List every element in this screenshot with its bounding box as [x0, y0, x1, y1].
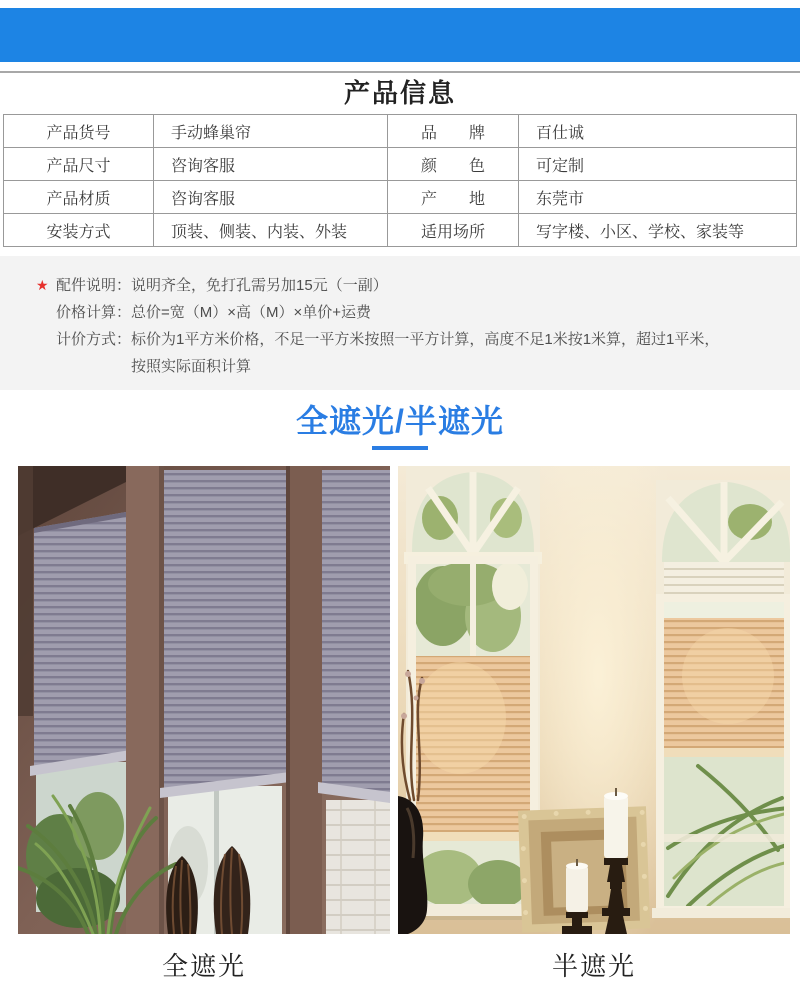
left-window	[26, 512, 130, 928]
table-row	[4, 148, 797, 181]
row-value: 百仕诚	[519, 115, 797, 148]
wall-pillar	[126, 466, 164, 934]
window-sill	[652, 908, 790, 918]
note-text	[131, 326, 780, 380]
shade-bottom-rail	[413, 832, 533, 841]
table-row	[4, 181, 797, 214]
row-label: 安装方式	[4, 214, 154, 247]
heading-underline	[372, 446, 428, 450]
shade-bottom-rail	[660, 748, 788, 757]
right-arched-window	[652, 480, 790, 918]
cellular-shade	[164, 470, 286, 792]
note-label: 计价方式：	[56, 331, 132, 348]
row-value: 可定制	[519, 148, 797, 181]
note-text-line: 总价=宽（M）×高（M）×单价+运费	[131, 304, 372, 321]
row-label: 产品货号	[4, 115, 154, 148]
notes-section	[0, 256, 800, 390]
row-value: 东莞市	[519, 181, 797, 214]
note-label: 配件说明：	[56, 277, 132, 294]
note-text	[131, 272, 780, 299]
row-label: 产 地	[388, 181, 519, 214]
page-title: 产品信息	[343, 78, 456, 108]
tall-candle	[602, 788, 630, 934]
row-label: 品 牌	[388, 115, 519, 148]
left-caption: 全遮光	[161, 951, 246, 981]
required-star-icon: ★	[36, 277, 49, 293]
note-price-formula	[36, 299, 780, 326]
note-text-line: 标价为1平方米价格，不足一平方米按照一平方计算，高度不足1米按1米算，超过1平米，	[131, 331, 720, 348]
white-blinds	[664, 562, 784, 598]
full-blackout-photo	[18, 466, 390, 934]
row-value: 咨询客服	[154, 181, 388, 214]
cellular-shade	[322, 470, 390, 796]
table-row	[4, 214, 797, 247]
table-row	[4, 115, 797, 148]
note-label: 价格计算：	[56, 304, 132, 321]
right-caption: 半遮光	[551, 951, 636, 981]
full-blackout-figure	[18, 466, 390, 983]
row-value: 咨询客服	[154, 148, 388, 181]
note-text-continuation: 按照实际面积计算	[131, 358, 252, 375]
product-info-section	[0, 71, 800, 247]
right-window	[318, 470, 390, 934]
star-spacer	[36, 326, 56, 380]
product-info-table	[3, 114, 797, 247]
comparison-gallery	[0, 466, 800, 983]
note-text-line: 说明齐全，免打孔需另加15元（一副）	[131, 277, 388, 294]
row-label: 产品尺寸	[4, 148, 154, 181]
row-label: 产品材质	[4, 181, 154, 214]
row-label: 颜 色	[388, 148, 519, 181]
note-accessories	[36, 272, 780, 299]
note-pricing-method	[36, 326, 780, 380]
star-spacer	[36, 299, 56, 326]
row-value: 写字楼、小区、学校、家装等	[519, 214, 797, 247]
cellular-shade	[34, 512, 126, 770]
wall-pillar	[286, 466, 322, 934]
top-banner	[0, 8, 800, 62]
semi-blackout-figure	[398, 466, 790, 983]
section-heading: 全遮光/半遮光	[296, 403, 504, 439]
row-value: 顶装、侧装、内装、外装	[154, 214, 388, 247]
row-label: 适用场所	[388, 214, 519, 247]
note-text	[131, 299, 780, 326]
row-value: 手动蜂巢帘	[154, 115, 388, 148]
semi-blackout-photo	[398, 466, 790, 934]
